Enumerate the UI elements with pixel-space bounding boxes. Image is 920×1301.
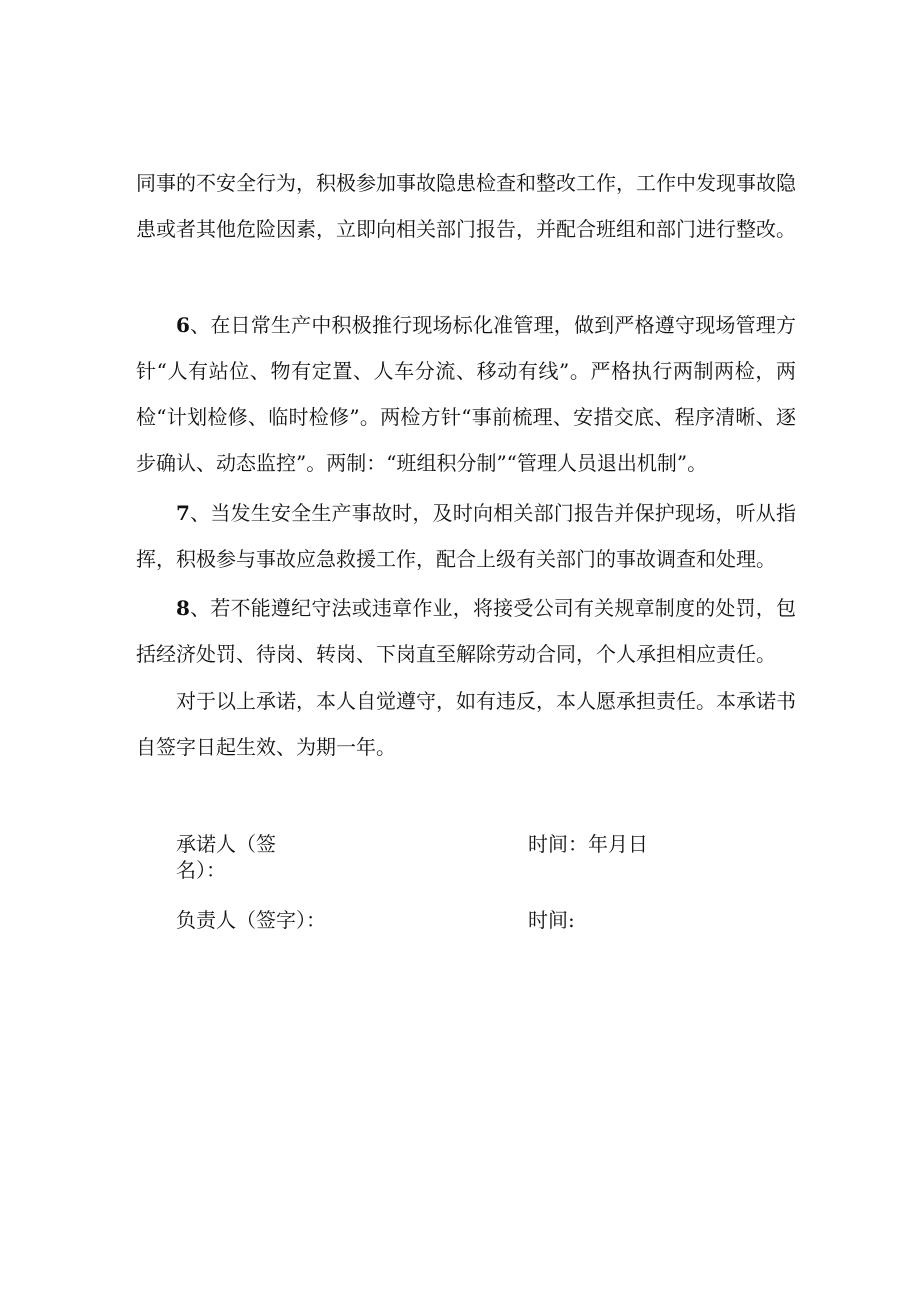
paragraph-text: 、若不能遵纪守法或违章作业，将接受公司有关规章制度的处罚，包括经济处罚、待岗、转岗、下岗直至解除劳动合同，个人承担相应责任。 xyxy=(136,596,796,666)
responsible-signature-label: 负责人（签字）： xyxy=(176,908,326,932)
paragraph-item-7 xyxy=(136,490,796,582)
paragraph-text: 对于以上承诺，本人自觉遵守，如有违反，本人愿承担责任。本承诺书自签字日起生效、为期一年。 xyxy=(136,689,796,759)
responsible-time-label: 时间: xyxy=(528,908,575,932)
paragraph-continuation xyxy=(136,160,796,252)
promisor-time-label: 时间：年月日 xyxy=(528,832,648,856)
paragraph-item-8 xyxy=(136,585,796,677)
item-number: 7 xyxy=(176,501,190,525)
paragraph-text: 同事的不安全行为，积极参加事故隐患检查和整改工作，工作中发现事故隐患或者其他危险因素，立即向相关部门报告，并配合班组和部门进行整改。 xyxy=(136,171,796,241)
paragraph-item-6 xyxy=(136,302,796,486)
promisor-signature-label: 承诺人（签名）： xyxy=(176,832,276,882)
item-number: 8 xyxy=(176,596,190,620)
paragraph-text: 、当发生安全生产事故时，及时向相关部门报告并保护现场，听从指挥，积极参与事故应急救援工作，配合上级有关部门的事故调查和处理。 xyxy=(136,501,796,571)
paragraph-text: 、在日常生产中积极推行现场标化准管理，做到严格遵守现场管理方针“人有站位、物有定置、人车分流、移动有线”。严格执行两制两检，两检“计划检修、临时检修”。两检方针“事前梳理、安措交底、程序清晰、逐步确认、动态监控”。两制：“班组积分制”“管理人员退出机制”。 xyxy=(136,313,796,475)
paragraph-closing xyxy=(136,678,796,770)
item-number: 6 xyxy=(176,313,190,337)
